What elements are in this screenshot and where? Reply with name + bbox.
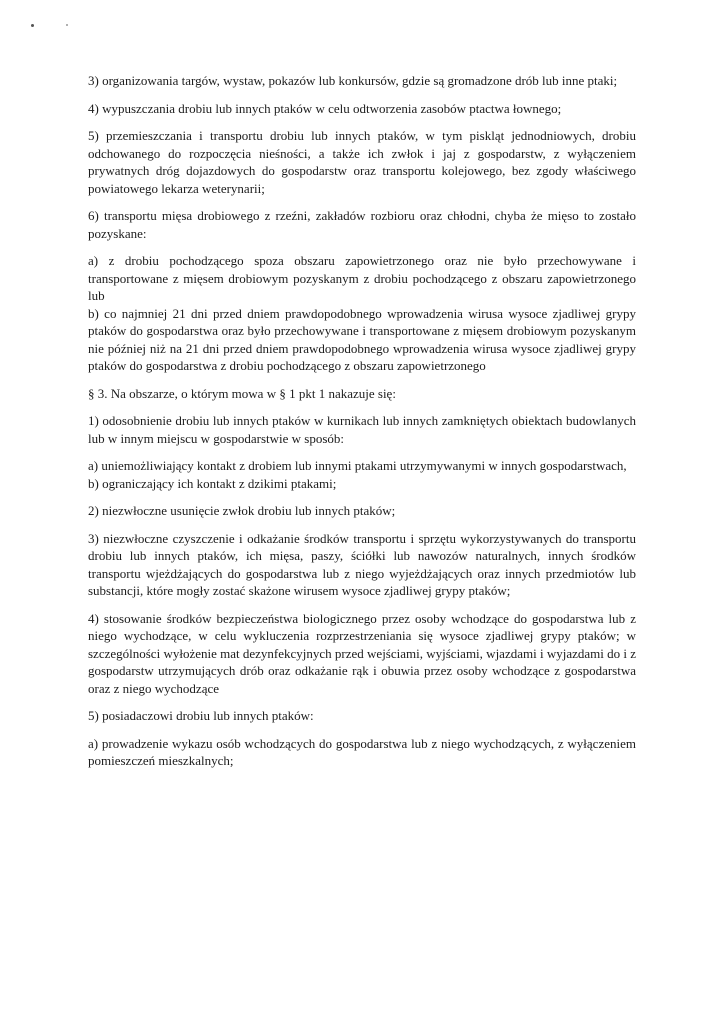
scan-speck bbox=[31, 24, 34, 27]
document-page bbox=[88, 72, 636, 780]
s3-item-1a: a) uniemożliwiający kontakt z drobiem lub innymi ptakami utrzymywanymi w innych gospodarstwach, bbox=[88, 458, 627, 473]
s3-item-2-carcass-removal: 2) niezwłoczne usunięcie zwłok drobiu lub innych ptaków; bbox=[88, 503, 396, 518]
s3-item-5a: a) prowadzenie wykazu osób wchodzących do gospodarstwa lub z niego wychodzących, z wyłączeniem pomieszczeń mieszkalnych; bbox=[88, 735, 636, 768]
s3-item-5-owner: 5) posiadaczowi drobiu lub innych ptaków: bbox=[88, 708, 314, 723]
item-3-fairs: 3) organizowania targów, wystaw, pokazów lub konkursów, gdzie są gromadzone drób lub inne ptaki; bbox=[88, 73, 618, 88]
item-4-release: 4) wypuszczania drobiu lub innych ptaków w celu odtworzenia zasobów ptactwa łownego; bbox=[88, 100, 562, 116]
item-5-transport: 5) przemieszczania i transportu drobiu lub innych ptaków, w tym piskląt jednodniowych, drobiu odchowanego do rozpoczęcia nieśności, a także ich zwłok i jaj z gospodarstw, z wyłączeniem prywatnych dróg dojazdowych do gospodarstw oraz transportu kolejowego, bez zgody właściwego powiatowego lekarza weterynarii; bbox=[88, 128, 636, 196]
item-6-meat-transport: 6) transportu mięsa drobiowego z rzeźni, zakładów rozbioru oraz chłodni, chyba że mięso to zostało pozyskane: bbox=[88, 208, 636, 241]
item-6b: b) co najmniej 21 dni przed dniem prawdopodobnego wprowadzenia wirusa wysoce zjadliwej grypy ptaków do gospodarstwa oraz było przechowywane i transportowane z mięsem drobiowym pozyskanym nie później niż na 21 dni przed dniem prawdopodobnego wprowadzenia wirusa wysoce zjadliwej grypy ptaków do gospodarstwa z drobiu pochodzącego z obszaru zapowietrzonego bbox=[88, 305, 636, 373]
s3-item-3-disinfection: 3) niezwłoczne czyszczenie i odkażanie środków transportu i sprzętu wykorzystywanych do transportu drobiu lub innych ptaków, ich mięsa, paszy, ściółki lub nawozów naturalnych, innych środków transportu wjeżdżających do gospodarstwa lub z niego wyjeżdżających oraz innych przedmiotów lub substancji, które mogły zostać skażone wirusem wysoce zjadliwej grypy ptaków; bbox=[88, 530, 636, 598]
s3-item-4-biosecurity: 4) stosowanie środków bezpieczeństwa biologicznego przez osoby wchodzące do gospodarstwa lub z niego wychodzące, w celu wykluczenia rozprzestrzeniania się wysoce zjadliwej grypy ptaków; w szczególności wyłożenie mat dezynfekcyjnych przed wejściami, wyjściami, wjazdami i wyjazdami do i z gospodarstw utrzymujących drób oraz odkażanie rąk i obuwia przez osoby wchodzące z gospodarstwa oraz z niego wychodzące bbox=[88, 610, 636, 696]
item-6a: a) z drobiu pochodzącego spoza obszaru zapowietrzonego oraz nie było przechowywane i transportowane z mięsem drobiowym pozyskanym z drobiu pochodzącego z obszaru zapowietrzonego lub bbox=[88, 253, 636, 303]
section-3-heading: § 3. Na obszarze, o którym mowa w § 1 pkt 1 nakazuje się: bbox=[88, 385, 396, 401]
s3-item-1b: b) ograniczający ich kontakt z dzikimi ptakami; bbox=[88, 475, 337, 491]
scan-speck bbox=[66, 24, 68, 26]
s3-item-1-isolation: 1) odosobnienie drobiu lub innych ptaków w kurnikach lub innych zamkniętych obiektach budowlanych lub w innym miejscu w gospodarstwie w sposób: bbox=[88, 413, 636, 446]
